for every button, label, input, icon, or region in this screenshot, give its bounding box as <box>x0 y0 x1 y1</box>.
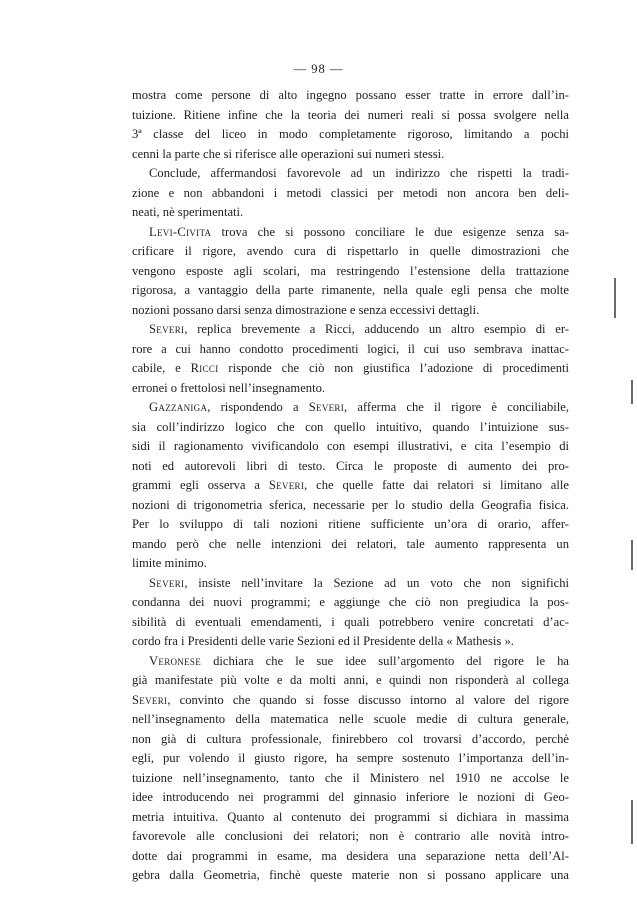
text-line: rore a cui hanno condotto procedimenti logici, il cui uso sembrava inattac- <box>132 341 569 356</box>
speaker-name: Severi <box>149 322 185 336</box>
text-line: nozioni di trigonometria sferica, necessarie per lo studio della Geografia fisica. <box>132 497 569 512</box>
text-line: cenni la parte che si riferisce alle operazioni sui numeri stessi. <box>132 146 445 161</box>
line-text: , che quelle fatte dai relatori si limitano alle <box>304 478 569 492</box>
text-line: gebra dalla Geometria, finchè queste materie non si possano applicare una <box>132 868 569 882</box>
text-line: crificare il rigore, avendo cura di rispettarlo in quelle dimostrazioni che <box>132 244 569 258</box>
line-text: , rispondendo a <box>207 400 309 414</box>
text-line: egli, pur volendo il giusto rigore, ha sempre sostenuto l’importanza dell’in- <box>132 751 569 765</box>
speaker-name: Severi <box>268 478 305 492</box>
text-line: sidi il ragionamento vivificandolo con esempi illustrativi, e cita l’esempio di <box>132 439 569 453</box>
text-line: nozioni possano darsi senza dimostrazione e senza eccessivi dettagli. <box>132 302 480 317</box>
text-line: dotte dai programmi in esame, ma desidera una separazione netta dell’Al- <box>132 848 569 863</box>
text-line: Per lo sviluppo di tali nozioni ritiene sufficiente un’ora di orario, affer- <box>132 517 569 531</box>
speaker-name: Veronese <box>149 653 201 668</box>
line-text: cabile, e <box>132 361 191 375</box>
text-line: Conclude, affermandosi favorevole ad un indirizzo che rispetti la tradi- <box>149 166 569 180</box>
speaker-name: Ricci <box>190 361 219 375</box>
text-line: erronei o frettolosi nell’insegnamento. <box>132 380 326 395</box>
scan-edge-mark <box>631 540 633 570</box>
body-text <box>132 86 569 886</box>
paragraph-7 <box>132 652 569 886</box>
scan-edge-mark <box>631 380 633 404</box>
line-text: trova che si possono conciliare le due esigenze senza sa- <box>211 224 569 239</box>
text-line <box>132 359 569 379</box>
line-text: , insiste nell’invitare la Sezione ad un voto che non significhi <box>184 575 569 590</box>
text-line: rigorosa, a vantaggio della parte rimanente, nella quale egli pensa che molte <box>132 283 569 297</box>
text-line: sibilità di eventuali emendamenti, i quali potrebbero venire concretati d’ac- <box>132 614 569 629</box>
text-line <box>132 574 569 594</box>
speaker-name: Severi <box>149 575 185 590</box>
paragraph-3 <box>132 223 569 321</box>
speaker-name: Gazzaniga <box>149 400 208 414</box>
text-line <box>132 223 569 243</box>
text-line: noti ed autorevoli libri di testo. Circa le proposte di aumento dei pro- <box>132 458 569 473</box>
text-line <box>132 691 569 711</box>
text-line <box>132 476 569 496</box>
line-text: , replica brevemente a Ricci, adducendo un altro esempio di er- <box>184 322 569 336</box>
paragraph-2 <box>132 164 569 223</box>
line-text: , afferma che il rigore è conciliabile, <box>344 400 570 414</box>
text-line: tuizione nell’insegnamento, tanto che il Ministero nel 1910 ne accolse le <box>132 770 569 785</box>
text-line <box>132 652 569 672</box>
speaker-name: Levi-Civita <box>149 224 212 239</box>
paragraph-4 <box>132 320 569 398</box>
text-line: mostra come persone di alto ingegno possano esser tratte in errore dall’in- <box>132 88 569 102</box>
paragraph-6 <box>132 574 569 652</box>
line-text: grammi egli osserva a <box>132 478 269 492</box>
text-line: condanna dei nuovi programmi; e aggiunge che ciò non pregiudica la pos- <box>132 595 569 609</box>
line-text: risponde che ciò non giustifica l’adozione di procedimenti <box>218 361 569 375</box>
text-line: vengono esposte agli scolari, ma restringendo l’estensione della trattazione <box>132 263 569 278</box>
text-line: idee introducendo nei programmi del ginnasio inferiore le nozioni di Geo- <box>132 790 569 804</box>
scan-edge-mark <box>614 278 616 318</box>
text-line: mando però che nelle intenzioni dei relatori, tale aumento rappresenta un <box>132 536 569 551</box>
text-line: nell’insegnamento della matematica nelle scuole medie di cultura generale, <box>132 712 569 726</box>
line-text: dichiara che le sue idee sull’argomento del rigore le ha <box>201 653 569 668</box>
line-text: , convinto che quando si fosse discusso intorno al valore del rigore <box>167 692 569 707</box>
text-line: neati, nè sperimentati. <box>132 205 244 219</box>
text-line <box>132 398 569 418</box>
scan-edge-mark <box>631 800 633 844</box>
text-line: cordo fra i Presidenti delle varie Sezioni ed il Presidente della « Mathesis ». <box>132 634 514 648</box>
text-line: tuizione. Ritiene infine che la teoria dei numeri reali si possa svolgere nella <box>132 107 569 122</box>
text-line <box>132 320 569 340</box>
paragraph-5 <box>132 398 569 574</box>
text-line: metria intuitiva. Quanto al contenuto dei programmi si dichiara in massima <box>132 809 569 824</box>
speaker-name: Severi <box>308 400 345 414</box>
text-line: limite minimo. <box>132 556 207 570</box>
text-line: 3ª classe del liceo in modo completamente rigoroso, limitando a pochi <box>132 127 569 141</box>
text-line: non già di cultura professionale, finirebbero col trovarsi d’accordo, perchè <box>132 731 569 746</box>
paragraph-1 <box>132 86 569 164</box>
text-line: favorevole alle conclusioni dei relatori; non è contrario alle novità intro- <box>132 829 569 843</box>
text-line: zione e non abbandoni i metodi classici per metodi non ancora ben deli- <box>132 185 569 200</box>
text-line: sia coll’indirizzo logico che con quello intuitivo, quando l’intuizione sus- <box>132 419 569 434</box>
text-line: già manifestate più volte e da molti anni, e quindi non risponderà al collega <box>132 673 569 687</box>
page-number: — 98 — <box>293 62 344 76</box>
speaker-name: Severi <box>132 692 168 707</box>
